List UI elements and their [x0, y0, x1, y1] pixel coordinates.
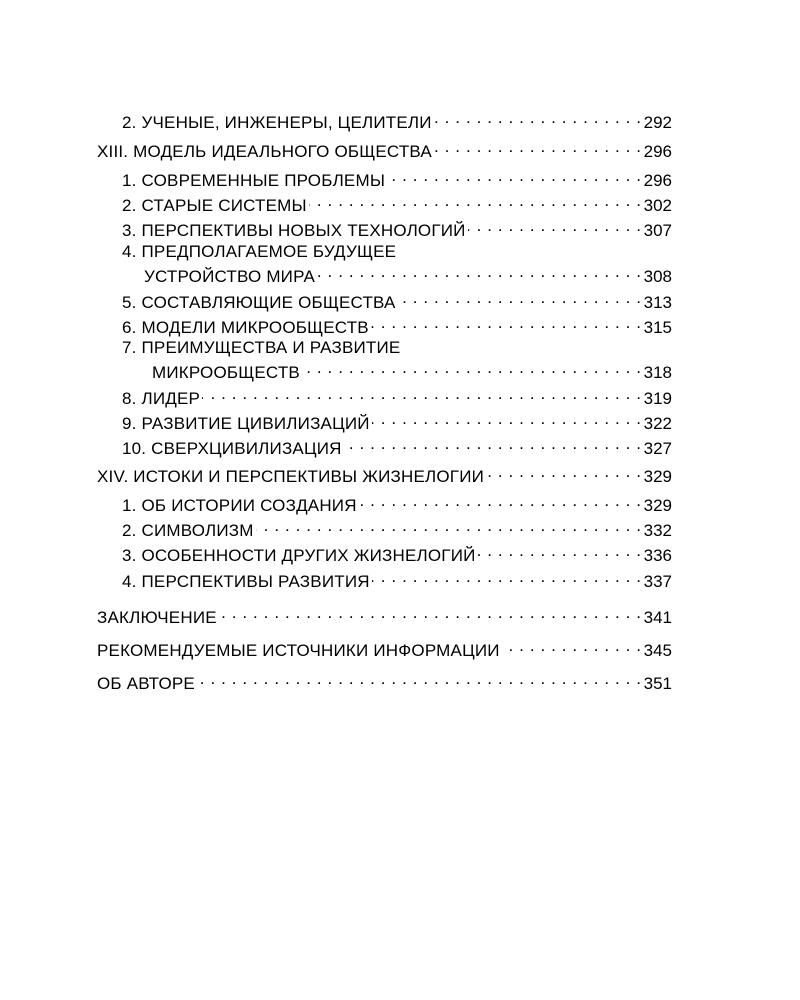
dot-leader — [387, 166, 642, 186]
toc-entry-page: 341 — [643, 608, 672, 627]
toc-entry-page: 292 — [643, 113, 672, 132]
dot-leader — [219, 603, 642, 623]
toc-entry-title: XIII. МОДЕЛЬ ИДЕАЛЬНОГО ОБЩЕСТВА — [97, 142, 432, 161]
toc-entry — [97, 358, 672, 383]
toc-entry-title: 5. СОСТАВЛЯЮЩИЕ ОБЩЕСТВА — [122, 293, 396, 312]
toc-entry — [97, 434, 672, 459]
toc-entry-page: 302 — [643, 196, 672, 215]
dot-leader — [372, 567, 642, 587]
toc-entry-page: 319 — [643, 389, 672, 408]
toc-chapter — [97, 137, 672, 162]
toc-entry-page: 332 — [643, 521, 672, 540]
toc-entry-title: 9. РАЗВИТИЕ ЦИВИЛИЗАЦИЙ — [122, 414, 370, 433]
dot-leader — [202, 384, 642, 404]
toc-entry-title: 3. ПЕРСПЕКТИВЫ НОВЫХ ТЕХНОЛОГИЙ — [122, 221, 466, 240]
toc-entry — [97, 288, 672, 313]
toc-entry — [97, 262, 672, 287]
toc-chapter — [97, 636, 672, 661]
toc-entry-title: 10. СВЕРХЦИВИЛИЗАЦИЯ — [122, 439, 342, 458]
toc-entry — [97, 491, 672, 516]
toc-entry-page: 351 — [643, 674, 672, 693]
toc-entry-title-line1: 4. ПРЕДПОЛАГАЕМОЕ БУДУЩЕЕ — [122, 242, 397, 261]
dot-leader — [371, 313, 642, 333]
toc-entry-title: МИКРООБЩЕСТВ — [152, 363, 300, 382]
toc-entry-title: 6. МОДЕЛИ МИКРООБЩЕСТВ — [122, 318, 369, 337]
toc-entry-title-line1: 7. ПРЕИМУЩЕСТВА И РАЗВИТИЕ — [122, 338, 401, 357]
toc-entry-page: 337 — [643, 572, 672, 591]
dot-leader — [372, 409, 642, 429]
toc-entry-title: ОБ АВТОРЕ — [97, 674, 195, 693]
toc-entry-page: 345 — [643, 641, 672, 660]
toc-entry — [97, 567, 672, 592]
dot-leader — [502, 636, 642, 656]
toc-entry-page: 329 — [643, 467, 672, 486]
dot-leader — [309, 191, 642, 211]
toc-entry-page: 336 — [643, 546, 672, 565]
dot-leader — [398, 288, 642, 308]
toc-chapter — [97, 669, 672, 694]
toc-entry-title: ЗАКЛЮЧЕНИЕ — [97, 608, 217, 627]
toc-entry — [97, 516, 672, 541]
dot-leader — [468, 216, 642, 236]
dot-leader — [434, 108, 642, 128]
dot-leader — [486, 462, 642, 482]
toc-entry — [97, 166, 672, 191]
toc-entry-title: 1. СОВРЕМЕННЫЕ ПРОБЛЕМЫ — [122, 171, 386, 190]
toc-entry-title: 2. СИМВОЛИЗМ — [122, 521, 254, 540]
toc-entry-title: 8. ЛИДЕР — [122, 389, 201, 408]
toc-entry-page: 313 — [643, 293, 672, 312]
dot-leader — [302, 358, 642, 378]
toc-entry — [97, 191, 672, 216]
toc-entry-page: 329 — [643, 496, 672, 515]
toc-entry-title: 1. ОБ ИСТОРИИ СОЗДАНИЯ — [122, 496, 357, 515]
toc-entry-title: 2. УЧЕНЫЕ, ИНЖЕНЕРЫ, ЦЕЛИТЕЛИ — [122, 113, 432, 132]
toc-entry-title: УСТРОЙСТВО МИРА — [144, 267, 316, 286]
toc-entry-page: 327 — [643, 439, 672, 458]
dot-leader — [434, 137, 642, 157]
toc-entry-title: XIV. ИСТОКИ И ПЕРСПЕКТИВЫ ЖИЗНЕЛОГИИ — [97, 467, 485, 486]
toc-entry-page: 296 — [643, 142, 672, 161]
dot-leader — [359, 491, 642, 511]
toc-entry-title: 2. СТАРЫЕ СИСТЕМЫ — [122, 196, 307, 215]
toc-entry-page: 318 — [643, 363, 672, 382]
toc-entry-page: 296 — [643, 171, 672, 190]
table-of-contents — [97, 0, 672, 1000]
dot-leader — [197, 669, 642, 689]
toc-entry — [97, 216, 672, 241]
toc-entry-title: 4. ПЕРСПЕКТИВЫ РАЗВИТИЯ — [122, 572, 370, 591]
dot-leader — [256, 516, 642, 536]
toc-entry-title: РЕКОМЕНДУЕМЫЕ ИСТОЧНИКИ ИНФОРМАЦИИ — [97, 641, 500, 660]
toc-entry-title: 3. ОСОБЕННОСТИ ДРУГИХ ЖИЗНЕЛОГИЙ — [122, 546, 476, 565]
toc-entry — [97, 409, 672, 434]
toc-entry-page: 315 — [643, 318, 672, 337]
dot-leader — [344, 434, 642, 454]
dot-leader — [317, 262, 642, 282]
toc-entry-page: 307 — [643, 221, 672, 240]
dot-leader — [478, 541, 642, 561]
toc-entry — [97, 541, 672, 566]
toc-entry-page: 308 — [643, 267, 672, 286]
toc-entry — [97, 108, 672, 133]
toc-entry — [97, 313, 672, 338]
toc-entry-page: 322 — [643, 414, 672, 433]
toc-entry — [97, 384, 672, 409]
toc-chapter — [97, 462, 672, 487]
toc-chapter — [97, 603, 672, 628]
